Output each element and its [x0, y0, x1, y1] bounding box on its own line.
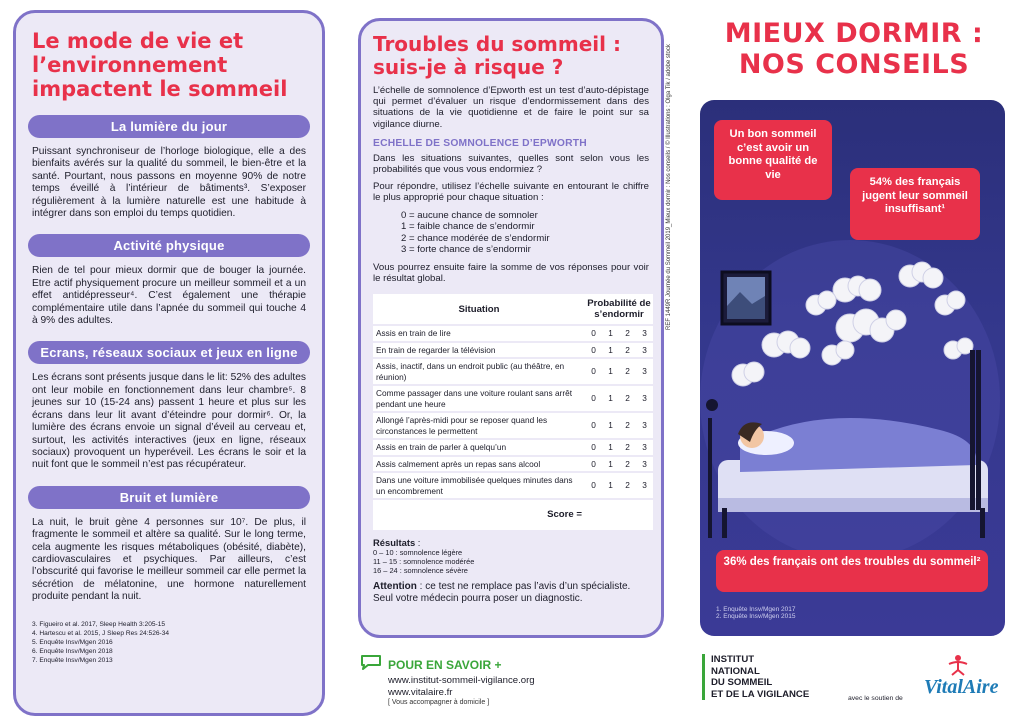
situation-cell: Assis, inactif, dans un endroit public (au théâtre, en réunion) [373, 359, 585, 384]
reference: 7. Enquête Insv/Mgen 2013 [32, 656, 113, 664]
score-choice[interactable]: 2 [619, 440, 636, 455]
lifestyle-panel [13, 10, 325, 716]
score-choice[interactable]: 2 [619, 386, 636, 411]
attention-text: : ce test ne remplace pas l’avis d’un spécialiste. Seul votre médecin pourra poser un diagnostic. [373, 581, 631, 605]
score-choice[interactable]: 0 [585, 440, 602, 455]
situation-cell: Dans une voiture immobilisée quelques minutes dans un encombrement [373, 473, 585, 498]
score-choice[interactable]: 0 [585, 343, 602, 358]
scale-legend [401, 210, 649, 256]
table-header-row [373, 294, 653, 324]
epworth-table [373, 292, 653, 532]
section-heading-text: Ecrans, réseaux sociaux et jeux en ligne [40, 345, 298, 361]
reference: 4. Hartescu et al. 2015, J Sleep Res 24:526-34 [32, 629, 170, 637]
attention-label: Attention [373, 581, 417, 593]
poster-references [716, 606, 796, 620]
noise-light-text: La nuit, le bruit gène 4 personnes sur 10⁷. De plus, il fragmente le sommeil et altère sa qualité. Sur le long terme, cela augmente les risques métaboliques (obésité, diabète), cardiovasculaires et psychiques. Par ailleurs, c’est l’obscurité qui favorise le meilleur sommeil car elle permet la sécrétion de mélatonine, une hormone naturellement produite pendant la nuit. [32, 516, 306, 603]
link-vitalaire[interactable]: www.vitalaire.fr [388, 687, 453, 698]
references [32, 620, 306, 665]
sleep-troubles-callout: 36% des français ont des troubles du sommeil² [716, 550, 988, 592]
scale-item: 0 = aucune chance de somnoler [401, 209, 538, 221]
col-probability: Probabilité de s’endormir [585, 294, 653, 324]
section-heading-text: La lumière du jour [110, 119, 228, 134]
reference: 6. Enquête Insv/Mgen 2018 [32, 647, 113, 655]
table-row [373, 440, 653, 455]
section-heading-noise-light [28, 486, 310, 509]
insv-line: DU SOMMEIL [711, 677, 773, 688]
support-text: avec le soutien de [848, 695, 903, 702]
epworth-subtitle: ECHELLE DE SOMNOLENCE D’EPWORTH [373, 137, 587, 149]
table-row [373, 413, 653, 438]
score-choice[interactable]: 2 [619, 343, 636, 358]
score-choice[interactable]: 3 [636, 326, 653, 341]
score-choice[interactable]: 3 [636, 343, 653, 358]
score-choice[interactable]: 1 [602, 473, 619, 498]
lifestyle-title: Le mode de vie et l’environnement impactent le sommeil [32, 29, 288, 101]
insufficient-sleep-callout: 54% des français jugent leur sommeil insuffisant¹ [850, 168, 980, 240]
score-choice[interactable]: 0 [585, 326, 602, 341]
quality-of-life-callout: Un bon sommeil c’est avoir un bonne qualité de vie [714, 120, 832, 200]
epworth-after-scale: Vous pourrez ensuite faire la somme de vos réponses pour voir le résultat global. [373, 261, 649, 284]
physical-activity-text: Rien de tel pour mieux dormir que de bouger la journée. Etre actif physiquement procure un meilleur sommeil et a un effet antidépresseur⁴. C’est également une thérapie complémentaire utile dans l’apnée du sommeil qui touche 4 à 9% des adultes. [32, 265, 306, 327]
score-label: Score = [373, 500, 585, 530]
epworth-instruction: Pour répondre, utilisez l’échelle suivante en entourant le chiffre le plus approprié pour chaque situation : [373, 181, 649, 204]
situation-cell: Allongé l’après-midi pour se reposer quand les circonstances le permettent [373, 413, 585, 438]
epworth-title: Troubles du sommeil : suis-je à risque ? [373, 32, 621, 79]
score-choice[interactable]: 0 [585, 413, 602, 438]
daylight-text: Puissant synchroniseur de l’horloge biologique, elle a des bienfaits avérés sur la qualité du sommeil, le bien-être et la santé. Pourtant, nous passons en moyenne 90% de notre temps éveillé à l’intérieur de bâtiments³. S’exposer régulièrement à la lumière naturelle est une habitude à intégrer dans son emploi du temps quotidien. [32, 146, 306, 220]
section-heading-text: Bruit et lumière [119, 489, 219, 505]
score-choice[interactable]: 3 [636, 440, 653, 455]
section-heading-physical-activity [28, 234, 310, 257]
scale-item: 2 = chance modérée de s’endormir [401, 232, 550, 244]
insv-line: INSTITUT [711, 654, 755, 665]
situation-cell: Assis calmement après un repas sans alcool [373, 457, 585, 472]
section-heading-screens [28, 341, 310, 364]
score-choice[interactable]: 2 [619, 326, 636, 341]
learn-more-title: POUR EN SAVOIR + [388, 657, 502, 672]
section-heading-text: Activité physique [113, 238, 225, 254]
score-choice[interactable]: 0 [585, 473, 602, 498]
score-choice[interactable]: 1 [602, 326, 619, 341]
scale-item: 3 = forte chance de s’endormir [401, 244, 531, 256]
reference: 1. Enquête Insv/Mgen 2017 [716, 606, 796, 613]
table-row [373, 473, 653, 498]
cover-title: MIEUX DORMIR : NOS CONSEILS [724, 18, 984, 80]
score-choice[interactable]: 1 [602, 413, 619, 438]
col-situation: Situation [373, 294, 585, 324]
situation-cell: Comme passager dans une voiture roulant sans arrêt pendant une heure [373, 386, 585, 411]
situation-cell: Assis en train de parler à quelqu’un [373, 440, 585, 455]
score-choice[interactable]: 1 [602, 359, 619, 384]
result-level: 16 – 24 : somnolence sévère [373, 566, 468, 576]
score-choice[interactable]: 2 [619, 413, 636, 438]
table-row [373, 457, 653, 472]
scale-item: 1 = faible chance de s’endormir [401, 221, 535, 233]
score-row [373, 500, 653, 530]
score-choice[interactable]: 2 [619, 473, 636, 498]
score-choice[interactable]: 1 [602, 386, 619, 411]
score-choice[interactable]: 3 [636, 413, 653, 438]
score-choice[interactable]: 3 [636, 386, 653, 411]
score-choice[interactable]: 3 [636, 473, 653, 498]
speech-bubble-icon [360, 654, 382, 675]
sleep-illustration [700, 100, 1005, 636]
learn-more [360, 654, 660, 706]
score-choice[interactable]: 0 [585, 359, 602, 384]
score-choice[interactable]: 3 [636, 457, 653, 472]
insv-line: ET DE LA VIGILANCE [711, 688, 810, 700]
credit-line: REF 1449R Journée du Sommeil 2019_Mieux dormir : Nos conseils / © Illustrations : Olga Tik / adobe stock [666, 44, 672, 330]
epworth-panel [358, 18, 664, 638]
reference: 3. Figueiro et al. 2017, Sleep Health 3:205-15 [32, 620, 166, 628]
learn-more-header [360, 654, 660, 675]
reference: 5. Enquête Insv/Mgen 2016 [32, 638, 113, 646]
insv-logo [702, 654, 809, 700]
result-level: 0 – 10 : somnolence légère [373, 548, 463, 558]
score-choice[interactable]: 2 [619, 359, 636, 384]
table-row [373, 386, 653, 411]
table-row [373, 326, 653, 341]
epworth-intro: L’échelle de somnolence d’Epworth est un test d’auto-dépistage qui permet d’évaluer un risque d’endormissement dans des situations de la vie quotidienne et de faire le point sur sa vigilance diurne. [373, 85, 649, 130]
tagline: [ Vous accompagner à domicile ] [388, 699, 490, 706]
results: Résultats : 0 – 10 : somnolence légère 11 – 15 : somnolence modérée 16 – 24 : somnolence sévère [373, 538, 649, 575]
epworth-table-body [373, 326, 653, 530]
score-choice[interactable]: 3 [636, 359, 653, 384]
results-label: Résultats [373, 537, 416, 549]
score-choice[interactable]: 0 [585, 386, 602, 411]
situation-cell: En train de regarder la télévision [373, 343, 585, 358]
screens-text: Les écrans sont présents jusque dans le lit: 52% des adultes ont leur mobile en fonctionnement dans leur chambre⁵. 8 jeunes sur 10 (15-24 ans) passent 1 heure et plus sur les écrans dans leur lit avant d’éteindre pour dormir⁶. Or, la lumière des écrans envoie un signal d’éveil au cerveau et, surtout, les activités interactives (jeux en ligne, réseaux sociaux) provoquent un hyperéveil. Les écrans le soir et la nuit font que le sommeil n’est pas récupérateur. [32, 372, 306, 471]
attention-note [373, 581, 649, 605]
insv-line: NATIONAL [711, 665, 760, 677]
score-choice[interactable]: 1 [602, 343, 619, 358]
score-choice[interactable]: 0 [585, 457, 602, 472]
result-level: 11 – 15 : somnolence modérée [373, 557, 475, 567]
reference: 2. Enquête Insv/Mgen 2015 [716, 613, 796, 620]
score-choice[interactable]: 1 [602, 457, 619, 472]
vitalaire-wordmark: VitalAire [924, 676, 999, 698]
link-insv[interactable]: www.institut-sommeil-vigilance.org [388, 675, 535, 686]
table-row [373, 343, 653, 358]
situation-cell: Assis en train de lire [373, 326, 585, 341]
section-heading-daylight [28, 115, 310, 138]
table-row [373, 359, 653, 384]
score-choice[interactable]: 2 [619, 457, 636, 472]
score-box[interactable] [585, 500, 653, 530]
vitalaire-figure-icon [946, 654, 970, 676]
vitalaire-logo [924, 676, 998, 699]
epworth-question: Dans les situations suivantes, quelles sont selon vous les probabilités que vous vous endormiez ? [373, 152, 649, 176]
score-choice[interactable]: 1 [602, 440, 619, 455]
